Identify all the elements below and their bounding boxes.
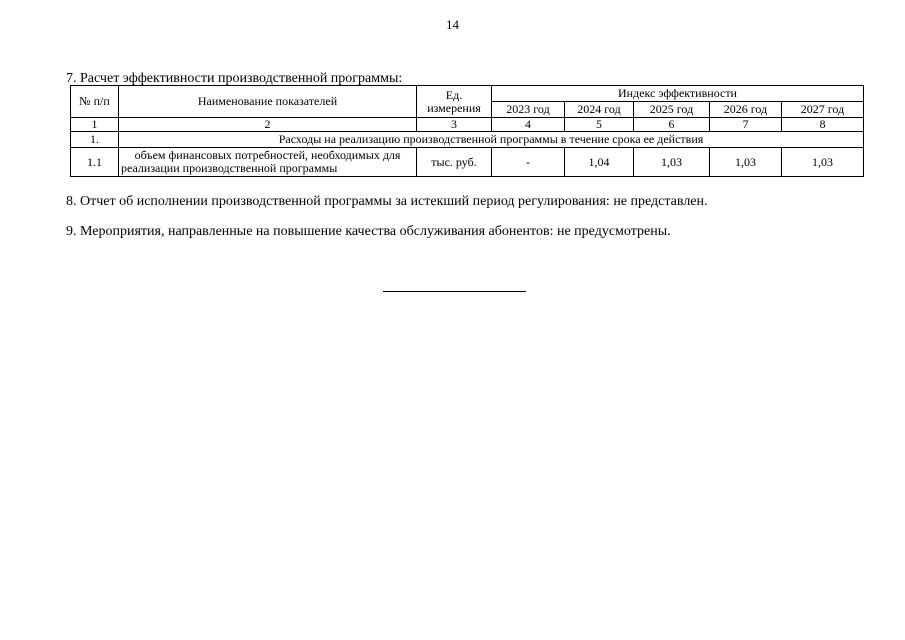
row-unit: тыс. руб. bbox=[417, 148, 492, 177]
end-rule bbox=[383, 291, 526, 292]
column-number: 6 bbox=[634, 118, 710, 132]
column-number: 7 bbox=[710, 118, 782, 132]
header-num: № п/п bbox=[71, 86, 119, 118]
header-year-2023: 2023 год bbox=[492, 102, 565, 118]
table-header-row bbox=[71, 86, 864, 102]
row-value-2027: 1,03 bbox=[782, 148, 864, 177]
header-index-group: Индекс эффективности bbox=[492, 86, 864, 102]
header-unit: Ед. измерения bbox=[417, 86, 492, 118]
header-name: Наименование показателей bbox=[119, 86, 417, 118]
section-7-title: 7. Расчет эффективности производственной программы: bbox=[66, 71, 403, 86]
column-number: 2 bbox=[119, 118, 417, 132]
column-number: 5 bbox=[565, 118, 634, 132]
header-year-2026: 2026 год bbox=[710, 102, 782, 118]
row-num: 1.1 bbox=[71, 148, 119, 177]
table-row bbox=[71, 148, 864, 177]
row-name: объем финансовых потребностей, необходимых для реализации производственной программы bbox=[119, 148, 417, 177]
column-number: 3 bbox=[417, 118, 492, 132]
column-number: 1 bbox=[71, 118, 119, 132]
row-value-2023: - bbox=[492, 148, 565, 177]
column-number: 8 bbox=[782, 118, 864, 132]
header-year-2024: 2024 год bbox=[565, 102, 634, 118]
page-number: 14 bbox=[446, 17, 459, 32]
section-8-text: 8. Отчет об исполнении производственной программы за истекший период регулирования: не представлен. bbox=[66, 194, 708, 209]
efficiency-table bbox=[70, 85, 864, 177]
column-numbers-row bbox=[71, 118, 864, 132]
header-year-2025: 2025 год bbox=[634, 102, 710, 118]
section-row-num: 1. bbox=[71, 132, 119, 148]
column-number: 4 bbox=[492, 118, 565, 132]
row-value-2025: 1,03 bbox=[634, 148, 710, 177]
row-value-2024: 1,04 bbox=[565, 148, 634, 177]
header-year-2027: 2027 год bbox=[782, 102, 864, 118]
section-9-text: 9. Мероприятия, направленные на повышение качества обслуживания абонентов: не предусмотрены. bbox=[66, 224, 671, 239]
row-value-2026: 1,03 bbox=[710, 148, 782, 177]
section-row-label: Расходы на реализацию производственной программы в течение срока ее действия bbox=[119, 132, 864, 148]
table-section-row bbox=[71, 132, 864, 148]
